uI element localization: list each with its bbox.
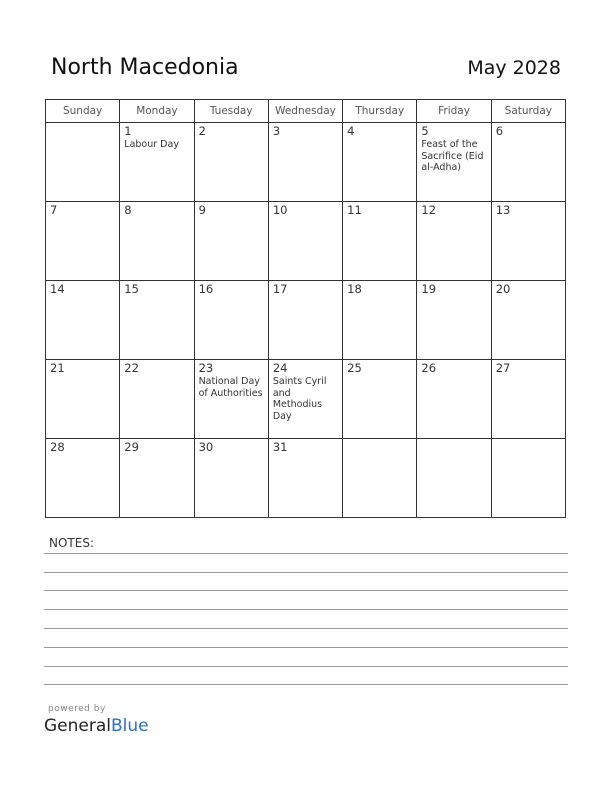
day-number: 30 — [198, 440, 214, 454]
day-number: 29 — [124, 440, 139, 454]
day-number: 11 — [347, 203, 362, 217]
calendar-day-cell[interactable] — [194, 360, 268, 439]
day-number: 12 — [421, 203, 437, 217]
calendar-day-cell[interactable] — [417, 281, 491, 360]
day-number: 4 — [347, 124, 355, 138]
day-number: 2 — [198, 124, 206, 138]
calendar-week-row — [46, 360, 566, 439]
day-number: 28 — [50, 440, 65, 454]
calendar-day-cell[interactable] — [268, 202, 342, 281]
day-number: 23 — [198, 361, 214, 375]
calendar-day-cell[interactable] — [343, 123, 417, 202]
day-number: 15 — [124, 282, 139, 296]
calendar-country-title: North Macedonia — [51, 55, 239, 80]
brand-general-text: General — [44, 716, 111, 736]
calendar-day-cell[interactable] — [491, 439, 565, 518]
calendar-day-cell[interactable] — [491, 281, 565, 360]
calendar-day-cell[interactable] — [343, 439, 417, 518]
calendar-day-cell[interactable] — [120, 281, 194, 360]
calendar-day-cell[interactable] — [194, 281, 268, 360]
calendar-day-cell[interactable] — [343, 281, 417, 360]
calendar-day-cell[interactable] — [268, 123, 342, 202]
day-number: 3 — [272, 124, 281, 138]
day-number: 16 — [198, 282, 214, 296]
calendar-week-row — [46, 281, 566, 360]
day-number: 18 — [347, 282, 362, 296]
day-number: 25 — [347, 361, 362, 375]
note-line — [44, 609, 568, 610]
holiday-event: Labour Day — [124, 139, 179, 150]
day-number: 31 — [272, 440, 288, 454]
calendar-day-cell[interactable] — [491, 123, 565, 202]
calendar-day-cell[interactable] — [343, 360, 417, 439]
calendar-day-cell[interactable] — [343, 202, 417, 281]
day-number: 27 — [495, 361, 511, 375]
calendar-day-cell[interactable] — [194, 123, 268, 202]
calendar-grid — [45, 99, 566, 518]
weekday-wednesday: Wednesday — [268, 100, 342, 123]
day-number: 7 — [50, 203, 58, 217]
calendar-day-cell[interactable] — [120, 123, 194, 202]
calendar-month-title: May 2028 — [467, 57, 561, 79]
weekday-sunday: Sunday — [46, 100, 120, 123]
day-number: 1 — [124, 124, 132, 138]
note-line — [44, 684, 568, 685]
day-number: 8 — [124, 203, 132, 217]
weekday-tuesday: Tuesday — [194, 100, 268, 123]
day-number: 21 — [50, 361, 65, 375]
calendar-day-cell[interactable] — [46, 123, 120, 202]
note-line — [44, 647, 568, 648]
calendar-day-cell[interactable] — [417, 360, 491, 439]
note-line — [44, 628, 568, 629]
calendar-day-cell[interactable] — [46, 202, 120, 281]
note-line — [44, 553, 568, 554]
calendar-day-cell[interactable] — [491, 360, 565, 439]
day-number: 19 — [421, 282, 437, 296]
calendar-day-cell[interactable] — [417, 202, 491, 281]
day-number: 20 — [495, 282, 511, 296]
calendar-day-cell[interactable] — [417, 123, 491, 202]
day-number: 24 — [272, 361, 288, 375]
weekday-friday: Friday — [417, 100, 491, 123]
calendar-day-cell[interactable] — [120, 360, 194, 439]
calendar-day-cell[interactable] — [120, 202, 194, 281]
brand-blue-text: Blue — [111, 716, 149, 736]
calendar-day-cell[interactable] — [268, 439, 342, 518]
calendar-week-row — [46, 123, 566, 202]
note-line — [44, 572, 568, 573]
calendar-day-cell[interactable] — [268, 281, 342, 360]
holiday-event: Saints Cyril and Methodius Day — [272, 376, 327, 422]
notes-label: NOTES: — [49, 536, 94, 550]
note-line — [44, 590, 568, 591]
day-number: 17 — [272, 282, 288, 296]
weekday-header-row — [46, 100, 566, 123]
holiday-event: National Day of Authorities — [198, 376, 263, 399]
weekday-monday: Monday — [120, 100, 194, 123]
note-line — [44, 666, 568, 667]
day-number: 22 — [124, 361, 139, 375]
calendar-day-cell[interactable] — [194, 202, 268, 281]
day-number: 14 — [50, 282, 65, 296]
day-number: 13 — [495, 203, 511, 217]
calendar-day-cell[interactable] — [46, 360, 120, 439]
calendar-week-row — [46, 202, 566, 281]
calendar-day-cell[interactable] — [194, 439, 268, 518]
generalblue-logo[interactable] — [44, 716, 149, 736]
calendar-day-cell[interactable] — [491, 202, 565, 281]
day-number: 5 — [421, 124, 429, 138]
weekday-thursday: Thursday — [343, 100, 417, 123]
holiday-event: Feast of the Sacrifice (Eid al-Adha) — [421, 139, 484, 173]
day-number: 6 — [495, 124, 504, 138]
day-number: 9 — [198, 203, 206, 217]
calendar-day-cell[interactable] — [46, 281, 120, 360]
day-number: 26 — [421, 361, 437, 375]
calendar-day-cell[interactable] — [268, 360, 342, 439]
powered-by-text: powered by — [48, 704, 106, 714]
calendar-day-cell[interactable] — [417, 439, 491, 518]
weekday-saturday: Saturday — [491, 100, 565, 123]
calendar-week-row — [46, 439, 566, 518]
day-number: 10 — [272, 203, 288, 217]
calendar-day-cell[interactable] — [46, 439, 120, 518]
calendar-day-cell[interactable] — [120, 439, 194, 518]
